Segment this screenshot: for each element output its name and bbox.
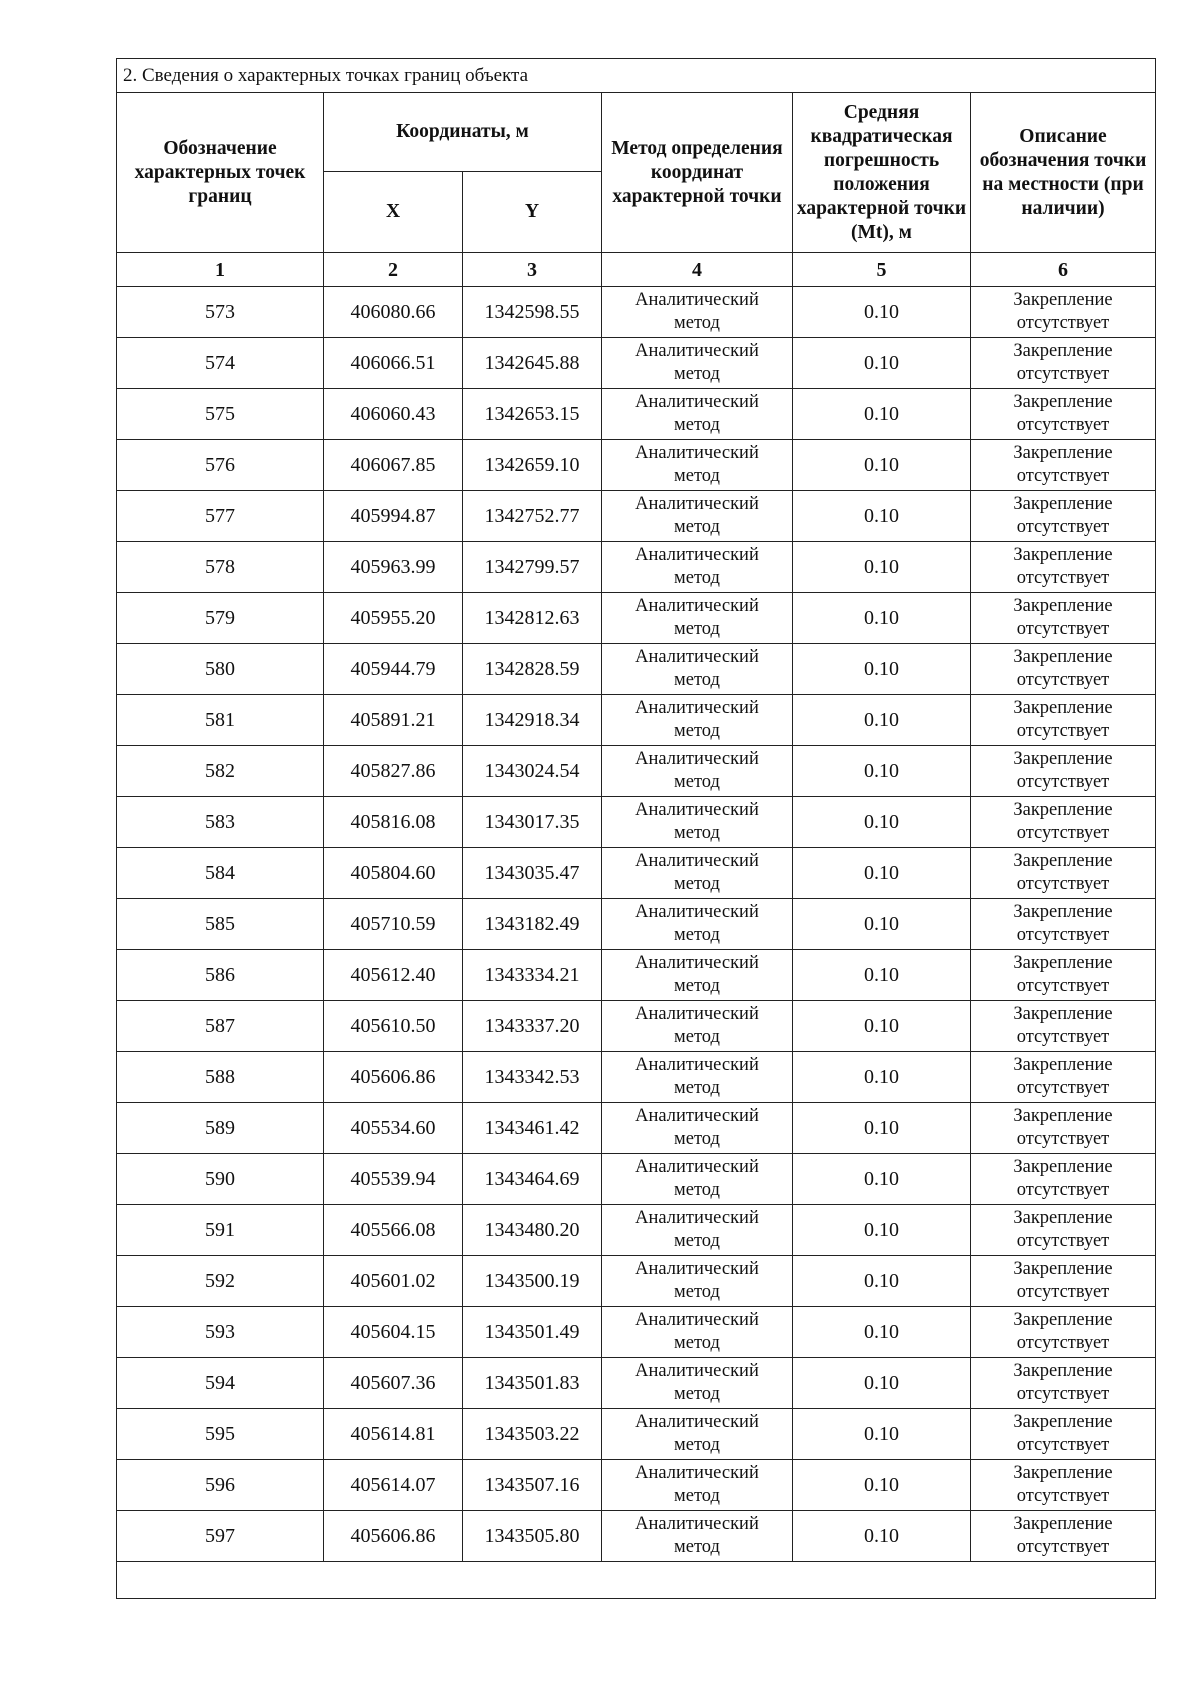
point-number-cell: 597 xyxy=(117,1511,324,1562)
x-coordinate-cell: 406066.51 xyxy=(324,338,463,389)
method-line-1: Аналитический xyxy=(635,1055,759,1075)
point-number-cell: 587 xyxy=(117,1001,324,1052)
description-line-2: отсутствует xyxy=(1016,1129,1110,1149)
mean-error-cell: 0.10 xyxy=(793,1307,971,1358)
description-cell xyxy=(971,1460,1156,1511)
table-row xyxy=(117,848,1156,899)
description-line-1: Закрепление xyxy=(1013,749,1113,769)
x-coordinate-cell: 405614.81 xyxy=(324,1409,463,1460)
table-row xyxy=(117,899,1156,950)
x-coordinate-cell: 405994.87 xyxy=(324,491,463,542)
method-line-1: Аналитический xyxy=(635,545,759,565)
table-row xyxy=(117,746,1156,797)
mean-error-cell: 0.10 xyxy=(793,1358,971,1409)
y-coordinate-cell: 1343501.49 xyxy=(463,1307,602,1358)
description-line-2: отсутствует xyxy=(1016,1435,1110,1455)
description-line-2: отсутствует xyxy=(1016,1333,1110,1353)
table-row xyxy=(117,287,1156,338)
description-line-2: отсутствует xyxy=(1016,1180,1110,1200)
method-cell xyxy=(602,1409,793,1460)
point-number-cell: 595 xyxy=(117,1409,324,1460)
x-coordinate-cell: 405606.86 xyxy=(324,1511,463,1562)
method-line-1: Аналитический xyxy=(635,1208,759,1228)
mean-error-cell: 0.10 xyxy=(793,593,971,644)
y-coordinate-cell: 1342752.77 xyxy=(463,491,602,542)
method-line-1: Аналитический xyxy=(635,698,759,718)
x-coordinate-cell: 406080.66 xyxy=(324,287,463,338)
description-line-2: отсутствует xyxy=(1016,670,1110,690)
description-cell xyxy=(971,1154,1156,1205)
method-cell xyxy=(602,1358,793,1409)
x-coordinate-cell: 405963.99 xyxy=(324,542,463,593)
description-cell xyxy=(971,644,1156,695)
table-body xyxy=(117,287,1156,1562)
mean-error-cell: 0.10 xyxy=(793,1256,971,1307)
method-line-1: Аналитический xyxy=(635,1514,759,1534)
method-line-1: Аналитический xyxy=(635,1157,759,1177)
description-cell xyxy=(971,1001,1156,1052)
table-row xyxy=(117,1409,1156,1460)
header-point-designation: Обозначение характерных точек границ xyxy=(117,93,324,253)
method-line-2: метод xyxy=(674,1129,720,1149)
description-line-1: Закрепление xyxy=(1013,290,1113,310)
table-row xyxy=(117,1307,1156,1358)
point-number-cell: 585 xyxy=(117,899,324,950)
description-line-2: отсутствует xyxy=(1016,415,1110,435)
description-line-1: Закрепление xyxy=(1013,1310,1113,1330)
description-line-1: Закрепление xyxy=(1013,443,1113,463)
description-cell xyxy=(971,491,1156,542)
description-line-2: отсутствует xyxy=(1016,976,1110,996)
method-line-2: метод xyxy=(674,1486,720,1506)
description-line-1: Закрепление xyxy=(1013,1514,1113,1534)
method-line-2: метод xyxy=(674,415,720,435)
description-cell xyxy=(971,440,1156,491)
mean-error-cell: 0.10 xyxy=(793,899,971,950)
method-line-2: метод xyxy=(674,1333,720,1353)
description-line-2: отсутствует xyxy=(1016,925,1110,945)
table-row xyxy=(117,950,1156,1001)
method-cell xyxy=(602,797,793,848)
method-line-2: метод xyxy=(674,568,720,588)
method-line-2: метод xyxy=(674,1384,720,1404)
method-line-2: метод xyxy=(674,874,720,894)
method-line-1: Аналитический xyxy=(635,902,759,922)
mean-error-cell: 0.10 xyxy=(793,491,971,542)
method-cell xyxy=(602,1256,793,1307)
method-line-1: Аналитический xyxy=(635,290,759,310)
table-row xyxy=(117,1154,1156,1205)
method-line-2: метод xyxy=(674,823,720,843)
method-cell xyxy=(602,1052,793,1103)
x-coordinate-cell: 405827.86 xyxy=(324,746,463,797)
mean-error-cell: 0.10 xyxy=(793,695,971,746)
method-line-1: Аналитический xyxy=(635,1412,759,1432)
header-description: Описание обозначения точки на местности (при наличии) xyxy=(971,93,1156,253)
x-coordinate-cell: 405610.50 xyxy=(324,1001,463,1052)
description-line-2: отсутствует xyxy=(1016,619,1110,639)
description-cell xyxy=(971,848,1156,899)
boundary-points-table xyxy=(116,58,1156,1599)
description-line-1: Закрепление xyxy=(1013,851,1113,871)
point-number-cell: 584 xyxy=(117,848,324,899)
header-coordinates: Координаты, м xyxy=(324,93,602,172)
mean-error-cell: 0.10 xyxy=(793,644,971,695)
method-line-2: метод xyxy=(674,1231,720,1251)
y-coordinate-cell: 1342653.15 xyxy=(463,389,602,440)
description-line-2: отсутствует xyxy=(1016,313,1110,333)
description-line-1: Закрепление xyxy=(1013,596,1113,616)
description-cell xyxy=(971,1409,1156,1460)
method-line-1: Аналитический xyxy=(635,953,759,973)
x-coordinate-cell: 405614.07 xyxy=(324,1460,463,1511)
method-cell xyxy=(602,644,793,695)
description-cell xyxy=(971,1205,1156,1256)
point-number-cell: 577 xyxy=(117,491,324,542)
point-number-cell: 581 xyxy=(117,695,324,746)
method-cell xyxy=(602,389,793,440)
description-cell xyxy=(971,338,1156,389)
y-coordinate-cell: 1342645.88 xyxy=(463,338,602,389)
description-line-2: отсутствует xyxy=(1016,721,1110,741)
description-line-1: Закрепление xyxy=(1013,1412,1113,1432)
method-line-2: метод xyxy=(674,1537,720,1557)
description-cell xyxy=(971,1103,1156,1154)
description-line-1: Закрепление xyxy=(1013,647,1113,667)
method-cell xyxy=(602,1103,793,1154)
point-number-cell: 583 xyxy=(117,797,324,848)
mean-error-cell: 0.10 xyxy=(793,542,971,593)
description-line-1: Закрепление xyxy=(1013,494,1113,514)
table-row xyxy=(117,1511,1156,1562)
description-line-1: Закрепление xyxy=(1013,545,1113,565)
mean-error-cell: 0.10 xyxy=(793,1205,971,1256)
description-cell xyxy=(971,1511,1156,1562)
y-coordinate-cell: 1343017.35 xyxy=(463,797,602,848)
table-row xyxy=(117,797,1156,848)
section-title: 2. Сведения о характерных точках границ объекта xyxy=(117,59,1156,93)
mean-error-cell: 0.10 xyxy=(793,1460,971,1511)
description-line-1: Закрепление xyxy=(1013,902,1113,922)
method-cell xyxy=(602,1460,793,1511)
mean-error-cell: 0.10 xyxy=(793,1052,971,1103)
point-number-cell: 592 xyxy=(117,1256,324,1307)
column-number: 1 xyxy=(117,253,324,287)
description-line-1: Закрепление xyxy=(1013,698,1113,718)
description-line-1: Закрепление xyxy=(1013,1208,1113,1228)
mean-error-cell: 0.10 xyxy=(793,1511,971,1562)
column-number: 2 xyxy=(324,253,463,287)
table-row xyxy=(117,1358,1156,1409)
y-coordinate-cell: 1343461.42 xyxy=(463,1103,602,1154)
method-line-2: метод xyxy=(674,1435,720,1455)
x-coordinate-cell: 405891.21 xyxy=(324,695,463,746)
y-coordinate-cell: 1342659.10 xyxy=(463,440,602,491)
description-cell xyxy=(971,287,1156,338)
table-row xyxy=(117,644,1156,695)
point-number-cell: 578 xyxy=(117,542,324,593)
method-line-1: Аналитический xyxy=(635,1463,759,1483)
description-cell xyxy=(971,899,1156,950)
description-line-2: отсутствует xyxy=(1016,1537,1110,1557)
mean-error-cell: 0.10 xyxy=(793,1154,971,1205)
x-coordinate-cell: 405944.79 xyxy=(324,644,463,695)
table-row xyxy=(117,695,1156,746)
table-row xyxy=(117,593,1156,644)
point-number-cell: 575 xyxy=(117,389,324,440)
table-row xyxy=(117,542,1156,593)
point-number-cell: 594 xyxy=(117,1358,324,1409)
x-coordinate-cell: 405604.15 xyxy=(324,1307,463,1358)
description-line-2: отсутствует xyxy=(1016,1384,1110,1404)
description-cell xyxy=(971,797,1156,848)
description-line-2: отсутствует xyxy=(1016,1078,1110,1098)
method-cell xyxy=(602,1307,793,1358)
description-line-1: Закрепление xyxy=(1013,800,1113,820)
method-line-1: Аналитический xyxy=(635,1004,759,1024)
method-line-1: Аналитический xyxy=(635,800,759,820)
point-number-cell: 579 xyxy=(117,593,324,644)
description-cell xyxy=(971,746,1156,797)
method-cell xyxy=(602,542,793,593)
y-coordinate-cell: 1343503.22 xyxy=(463,1409,602,1460)
description-line-1: Закрепление xyxy=(1013,1259,1113,1279)
method-line-2: метод xyxy=(674,1078,720,1098)
table-row xyxy=(117,1205,1156,1256)
y-coordinate-cell: 1342918.34 xyxy=(463,695,602,746)
method-line-2: метод xyxy=(674,517,720,537)
table-row xyxy=(117,1460,1156,1511)
method-line-1: Аналитический xyxy=(635,392,759,412)
method-line-1: Аналитический xyxy=(635,341,759,361)
method-line-2: метод xyxy=(674,670,720,690)
x-coordinate-cell: 405612.40 xyxy=(324,950,463,1001)
table-row xyxy=(117,389,1156,440)
method-cell xyxy=(602,1001,793,1052)
header-x: X xyxy=(324,172,463,253)
x-coordinate-cell: 405539.94 xyxy=(324,1154,463,1205)
x-coordinate-cell: 405804.60 xyxy=(324,848,463,899)
mean-error-cell: 0.10 xyxy=(793,797,971,848)
method-line-2: метод xyxy=(674,619,720,639)
description-cell xyxy=(971,542,1156,593)
y-coordinate-cell: 1343507.16 xyxy=(463,1460,602,1511)
y-coordinate-cell: 1343505.80 xyxy=(463,1511,602,1562)
method-line-2: метод xyxy=(674,1180,720,1200)
description-line-1: Закрепление xyxy=(1013,392,1113,412)
mean-error-cell: 0.10 xyxy=(793,746,971,797)
description-line-2: отсутствует xyxy=(1016,1486,1110,1506)
point-number-cell: 589 xyxy=(117,1103,324,1154)
description-cell xyxy=(971,1358,1156,1409)
y-coordinate-cell: 1343337.20 xyxy=(463,1001,602,1052)
method-line-2: метод xyxy=(674,976,720,996)
method-cell xyxy=(602,746,793,797)
method-line-1: Аналитический xyxy=(635,1361,759,1381)
mean-error-cell: 0.10 xyxy=(793,1001,971,1052)
description-cell xyxy=(971,1307,1156,1358)
method-line-1: Аналитический xyxy=(635,851,759,871)
method-line-2: метод xyxy=(674,772,720,792)
description-line-1: Закрепление xyxy=(1013,1055,1113,1075)
description-line-1: Закрепление xyxy=(1013,1361,1113,1381)
method-line-1: Аналитический xyxy=(635,1259,759,1279)
description-line-1: Закрепление xyxy=(1013,341,1113,361)
x-coordinate-cell: 405534.60 xyxy=(324,1103,463,1154)
y-coordinate-cell: 1342799.57 xyxy=(463,542,602,593)
description-line-2: отсутствует xyxy=(1016,1231,1110,1251)
point-number-cell: 593 xyxy=(117,1307,324,1358)
mean-error-cell: 0.10 xyxy=(793,440,971,491)
x-coordinate-cell: 405601.02 xyxy=(324,1256,463,1307)
x-coordinate-cell: 405710.59 xyxy=(324,899,463,950)
description-line-1: Закрепление xyxy=(1013,953,1113,973)
mean-error-cell: 0.10 xyxy=(793,848,971,899)
method-line-1: Аналитический xyxy=(635,443,759,463)
mean-error-cell: 0.10 xyxy=(793,287,971,338)
description-line-2: отсутствует xyxy=(1016,517,1110,537)
method-line-2: метод xyxy=(674,364,720,384)
y-coordinate-cell: 1343035.47 xyxy=(463,848,602,899)
method-cell xyxy=(602,338,793,389)
method-line-2: метод xyxy=(674,1282,720,1302)
description-line-2: отсутствует xyxy=(1016,772,1110,792)
description-line-1: Закрепление xyxy=(1013,1004,1113,1024)
method-cell xyxy=(602,440,793,491)
x-coordinate-cell: 405955.20 xyxy=(324,593,463,644)
method-line-1: Аналитический xyxy=(635,596,759,616)
table-row xyxy=(117,440,1156,491)
method-line-2: метод xyxy=(674,721,720,741)
y-coordinate-cell: 1343024.54 xyxy=(463,746,602,797)
method-cell xyxy=(602,1154,793,1205)
description-cell xyxy=(971,593,1156,644)
column-number: 5 xyxy=(793,253,971,287)
description-cell xyxy=(971,695,1156,746)
table-row xyxy=(117,338,1156,389)
description-cell xyxy=(971,1052,1156,1103)
description-line-2: отсутствует xyxy=(1016,466,1110,486)
point-number-cell: 588 xyxy=(117,1052,324,1103)
method-cell xyxy=(602,695,793,746)
y-coordinate-cell: 1342812.63 xyxy=(463,593,602,644)
method-cell xyxy=(602,950,793,1001)
description-line-2: отсутствует xyxy=(1016,823,1110,843)
description-line-2: отсутствует xyxy=(1016,568,1110,588)
mean-error-cell: 0.10 xyxy=(793,950,971,1001)
x-coordinate-cell: 405607.36 xyxy=(324,1358,463,1409)
mean-error-cell: 0.10 xyxy=(793,338,971,389)
table-row xyxy=(117,1052,1156,1103)
y-coordinate-cell: 1343501.83 xyxy=(463,1358,602,1409)
mean-error-cell: 0.10 xyxy=(793,1409,971,1460)
method-cell xyxy=(602,1511,793,1562)
method-line-1: Аналитический xyxy=(635,1310,759,1330)
point-number-cell: 574 xyxy=(117,338,324,389)
x-coordinate-cell: 405816.08 xyxy=(324,797,463,848)
method-line-1: Аналитический xyxy=(635,494,759,514)
method-cell xyxy=(602,848,793,899)
method-cell xyxy=(602,593,793,644)
description-line-1: Закрепление xyxy=(1013,1463,1113,1483)
empty-footer-row xyxy=(117,1562,1156,1599)
table-row xyxy=(117,1103,1156,1154)
table-row xyxy=(117,491,1156,542)
method-line-1: Аналитический xyxy=(635,1106,759,1126)
description-line-2: отсутствует xyxy=(1016,364,1110,384)
column-number: 4 xyxy=(602,253,793,287)
point-number-cell: 580 xyxy=(117,644,324,695)
x-coordinate-cell: 405566.08 xyxy=(324,1205,463,1256)
method-line-1: Аналитический xyxy=(635,749,759,769)
y-coordinate-cell: 1343480.20 xyxy=(463,1205,602,1256)
method-cell xyxy=(602,1205,793,1256)
description-cell xyxy=(971,950,1156,1001)
header-method: Метод определения координат характерной точки xyxy=(602,93,793,253)
point-number-cell: 573 xyxy=(117,287,324,338)
point-number-cell: 582 xyxy=(117,746,324,797)
method-cell xyxy=(602,491,793,542)
header-y: Y xyxy=(463,172,602,253)
y-coordinate-cell: 1342598.55 xyxy=(463,287,602,338)
point-number-cell: 586 xyxy=(117,950,324,1001)
point-number-cell: 576 xyxy=(117,440,324,491)
point-number-cell: 591 xyxy=(117,1205,324,1256)
description-cell xyxy=(971,1256,1156,1307)
y-coordinate-cell: 1343464.69 xyxy=(463,1154,602,1205)
description-line-2: отсутствует xyxy=(1016,874,1110,894)
y-coordinate-cell: 1343334.21 xyxy=(463,950,602,1001)
x-coordinate-cell: 406060.43 xyxy=(324,389,463,440)
table-row xyxy=(117,1001,1156,1052)
method-line-1: Аналитический xyxy=(635,647,759,667)
point-number-cell: 590 xyxy=(117,1154,324,1205)
method-line-2: метод xyxy=(674,1027,720,1047)
y-coordinate-cell: 1343182.49 xyxy=(463,899,602,950)
description-line-1: Закрепление xyxy=(1013,1157,1113,1177)
description-line-2: отсутствует xyxy=(1016,1027,1110,1047)
method-line-2: метод xyxy=(674,925,720,945)
description-cell xyxy=(971,389,1156,440)
y-coordinate-cell: 1343342.53 xyxy=(463,1052,602,1103)
column-number: 3 xyxy=(463,253,602,287)
x-coordinate-cell: 405606.86 xyxy=(324,1052,463,1103)
method-line-2: метод xyxy=(674,313,720,333)
empty-cell xyxy=(117,1562,1156,1599)
mean-error-cell: 0.10 xyxy=(793,389,971,440)
method-cell xyxy=(602,287,793,338)
point-number-cell: 596 xyxy=(117,1460,324,1511)
header-mean-error: Средняя квадратическая погрешность положения характерной точки (Mt), м xyxy=(793,93,971,253)
x-coordinate-cell: 406067.85 xyxy=(324,440,463,491)
y-coordinate-cell: 1342828.59 xyxy=(463,644,602,695)
mean-error-cell: 0.10 xyxy=(793,1103,971,1154)
table-row xyxy=(117,1256,1156,1307)
y-coordinate-cell: 1343500.19 xyxy=(463,1256,602,1307)
description-line-2: отсутствует xyxy=(1016,1282,1110,1302)
method-cell xyxy=(602,899,793,950)
column-number: 6 xyxy=(971,253,1156,287)
description-line-1: Закрепление xyxy=(1013,1106,1113,1126)
method-line-2: метод xyxy=(674,466,720,486)
